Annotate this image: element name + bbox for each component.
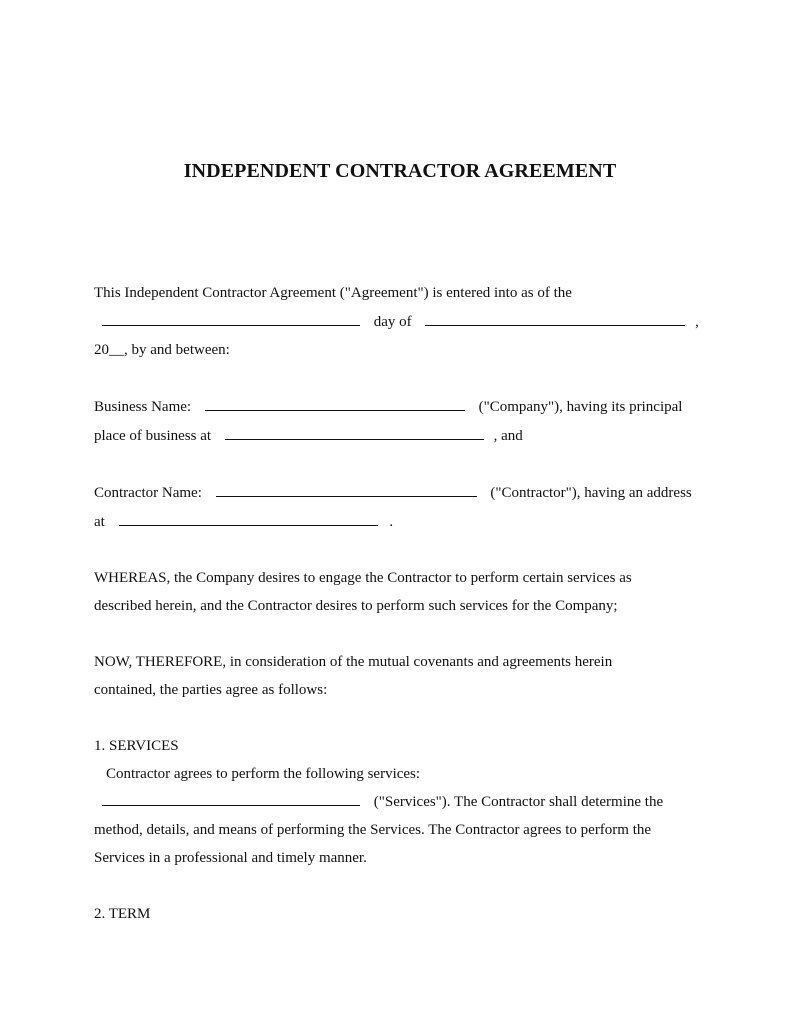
intro-line-3: 20__, by and between: xyxy=(94,342,230,358)
whereas-line-1: WHEREAS, the Company desires to engage the Contractor to perform certain services as xyxy=(94,570,632,586)
services-blank[interactable] xyxy=(102,805,360,806)
section-1-line-3: method, details, and means of performing the Services. The Contractor agrees to perform the xyxy=(94,822,652,838)
section-1-heading: 1. SERVICES xyxy=(94,738,179,754)
whereas-line-2: described herein, and the Contractor desires to perform such services for the Company; xyxy=(94,598,618,614)
contractor-name-label: Contractor Name: xyxy=(94,485,202,501)
document-title: INDEPENDENT CONTRACTOR AGREEMENT xyxy=(183,160,617,182)
contractor-address-blank[interactable] xyxy=(119,525,378,526)
day-blank[interactable] xyxy=(102,325,360,326)
business-name-label: Business Name: xyxy=(94,399,192,415)
services-line xyxy=(94,793,663,811)
and-text: , and xyxy=(493,428,523,444)
contractor-name-blank[interactable] xyxy=(216,496,477,497)
now-therefore-line-2: contained, the parties agree as follows: xyxy=(94,682,328,698)
month-blank[interactable] xyxy=(425,325,685,326)
company-text: ("Company"), having its principal xyxy=(478,399,683,415)
day-of-label: day of xyxy=(373,314,412,330)
date-comma: , xyxy=(695,314,699,330)
place-of-business-line xyxy=(94,427,523,445)
intro-date-line xyxy=(94,313,699,331)
now-therefore-line-1: NOW, THEREFORE, in consideration of the mutual covenants and agreements herein xyxy=(94,654,613,670)
section-1-line-4: Services in a professional and timely manner. xyxy=(94,850,367,866)
intro-line-1: This Independent Contractor Agreement ("Agreement") is entered into as of the xyxy=(94,285,572,301)
services-text: ("Services"). The Contractor shall determine the xyxy=(373,794,664,810)
section-2-heading: 2. TERM xyxy=(94,906,151,922)
address-period: . xyxy=(389,514,394,530)
contractor-text: ("Contractor"), having an address xyxy=(490,485,692,501)
section-1-line-1: Contractor agrees to perform the following services: xyxy=(106,766,421,782)
contractor-address-line xyxy=(94,513,393,531)
place-of-business-blank[interactable] xyxy=(225,439,484,440)
place-of-business-label: place of business at xyxy=(94,428,212,444)
business-name-line xyxy=(94,398,682,416)
business-name-blank[interactable] xyxy=(205,410,465,411)
contractor-at-label: at xyxy=(94,514,105,530)
contractor-name-line xyxy=(94,484,692,502)
